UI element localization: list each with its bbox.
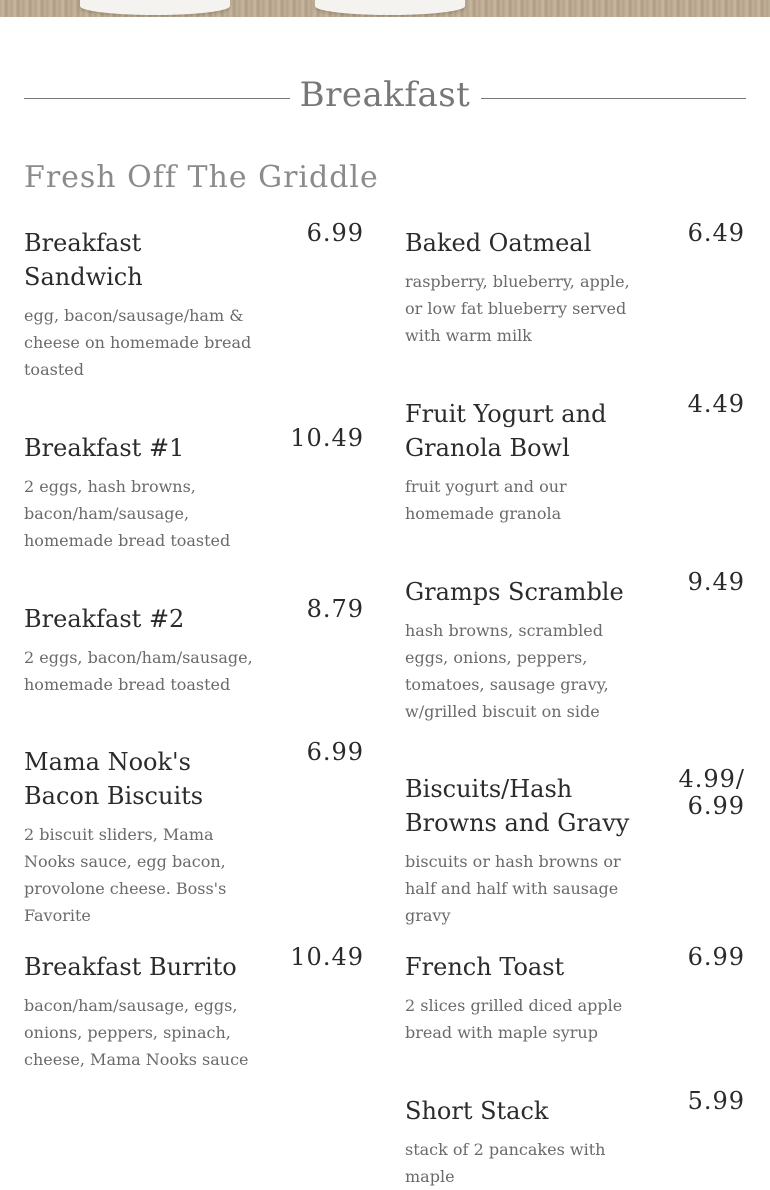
menu-item xyxy=(405,568,745,725)
item-price: 8.79 xyxy=(306,595,364,623)
item-price: 6.99 xyxy=(687,943,745,971)
item-name: Gramps Scramble xyxy=(405,578,624,606)
menu-item xyxy=(405,390,745,527)
item-description: 2 eggs, bacon/ham/sausage, homemade bread toasted xyxy=(24,648,253,694)
item-price: 4.99/6.99 xyxy=(678,765,745,820)
header-photo xyxy=(0,0,770,17)
item-name: Mama Nook's Bacon Biscuits xyxy=(24,748,204,810)
item-name: Fruit Yogurt and Granola Bowl xyxy=(405,400,607,462)
menu-item xyxy=(24,943,364,1073)
item-description: 2 slices grilled diced apple bread with maple syrup xyxy=(405,996,623,1042)
item-name: Biscuits/Hash Browns and Gravy xyxy=(405,775,630,837)
item-price: 5.99 xyxy=(687,1087,745,1115)
item-price: 10.49 xyxy=(290,943,364,971)
item-price: 4.49 xyxy=(687,390,745,418)
plate-image xyxy=(315,0,465,15)
item-name: Breakfast #1 xyxy=(24,434,185,462)
divider-right xyxy=(481,98,746,99)
menu-item xyxy=(24,219,364,383)
item-description: stack of 2 pancakes with maple xyxy=(405,1140,606,1186)
menu-item xyxy=(24,595,364,698)
item-description: fruit yogurt and our homemade granola xyxy=(405,477,567,523)
menu-item xyxy=(405,219,745,349)
item-description: 2 biscuit sliders, Mama Nooks sauce, egg bacon, provolone cheese. Boss's Favorite xyxy=(24,825,227,925)
item-description: 2 eggs, hash browns, bacon/ham/sausage, homemade bread toasted xyxy=(24,477,231,550)
item-price: 6.49 xyxy=(687,219,745,247)
item-description: biscuits or hash browns or half and half with sausage gravy xyxy=(405,852,621,925)
section-header xyxy=(24,75,746,121)
item-price: 10.49 xyxy=(290,424,364,452)
item-price: 6.99 xyxy=(306,219,364,247)
menu-item xyxy=(405,765,745,929)
item-price: 9.49 xyxy=(687,568,745,596)
item-name: Short Stack xyxy=(405,1097,549,1125)
item-price: 6.99 xyxy=(306,738,364,766)
item-name: Breakfast Sandwich xyxy=(24,229,143,291)
item-name: Breakfast #2 xyxy=(24,605,185,633)
item-name: French Toast xyxy=(405,953,565,981)
item-description: bacon/ham/sausage, eggs, onions, peppers, spinach, cheese, Mama Nooks sauce xyxy=(24,996,249,1069)
item-name: Breakfast Burrito xyxy=(24,953,237,981)
menu-item xyxy=(405,1087,745,1190)
category-title: Fresh Off The Griddle xyxy=(24,160,379,195)
item-name: Baked Oatmeal xyxy=(405,229,592,257)
item-description: egg, bacon/sausage/ham & cheese on homemade bread toasted xyxy=(24,306,252,379)
menu-item xyxy=(405,943,745,1046)
item-description: raspberry, blueberry, apple, or low fat blueberry served with warm milk xyxy=(405,272,630,345)
section-title: Breakfast xyxy=(299,75,471,115)
plate-image xyxy=(80,0,230,15)
menu-item xyxy=(24,424,364,554)
item-description: hash browns, scrambled eggs, onions, peppers, tomatoes, sausage gravy, w/grilled biscuit on side xyxy=(405,621,609,721)
menu-item xyxy=(24,738,364,929)
